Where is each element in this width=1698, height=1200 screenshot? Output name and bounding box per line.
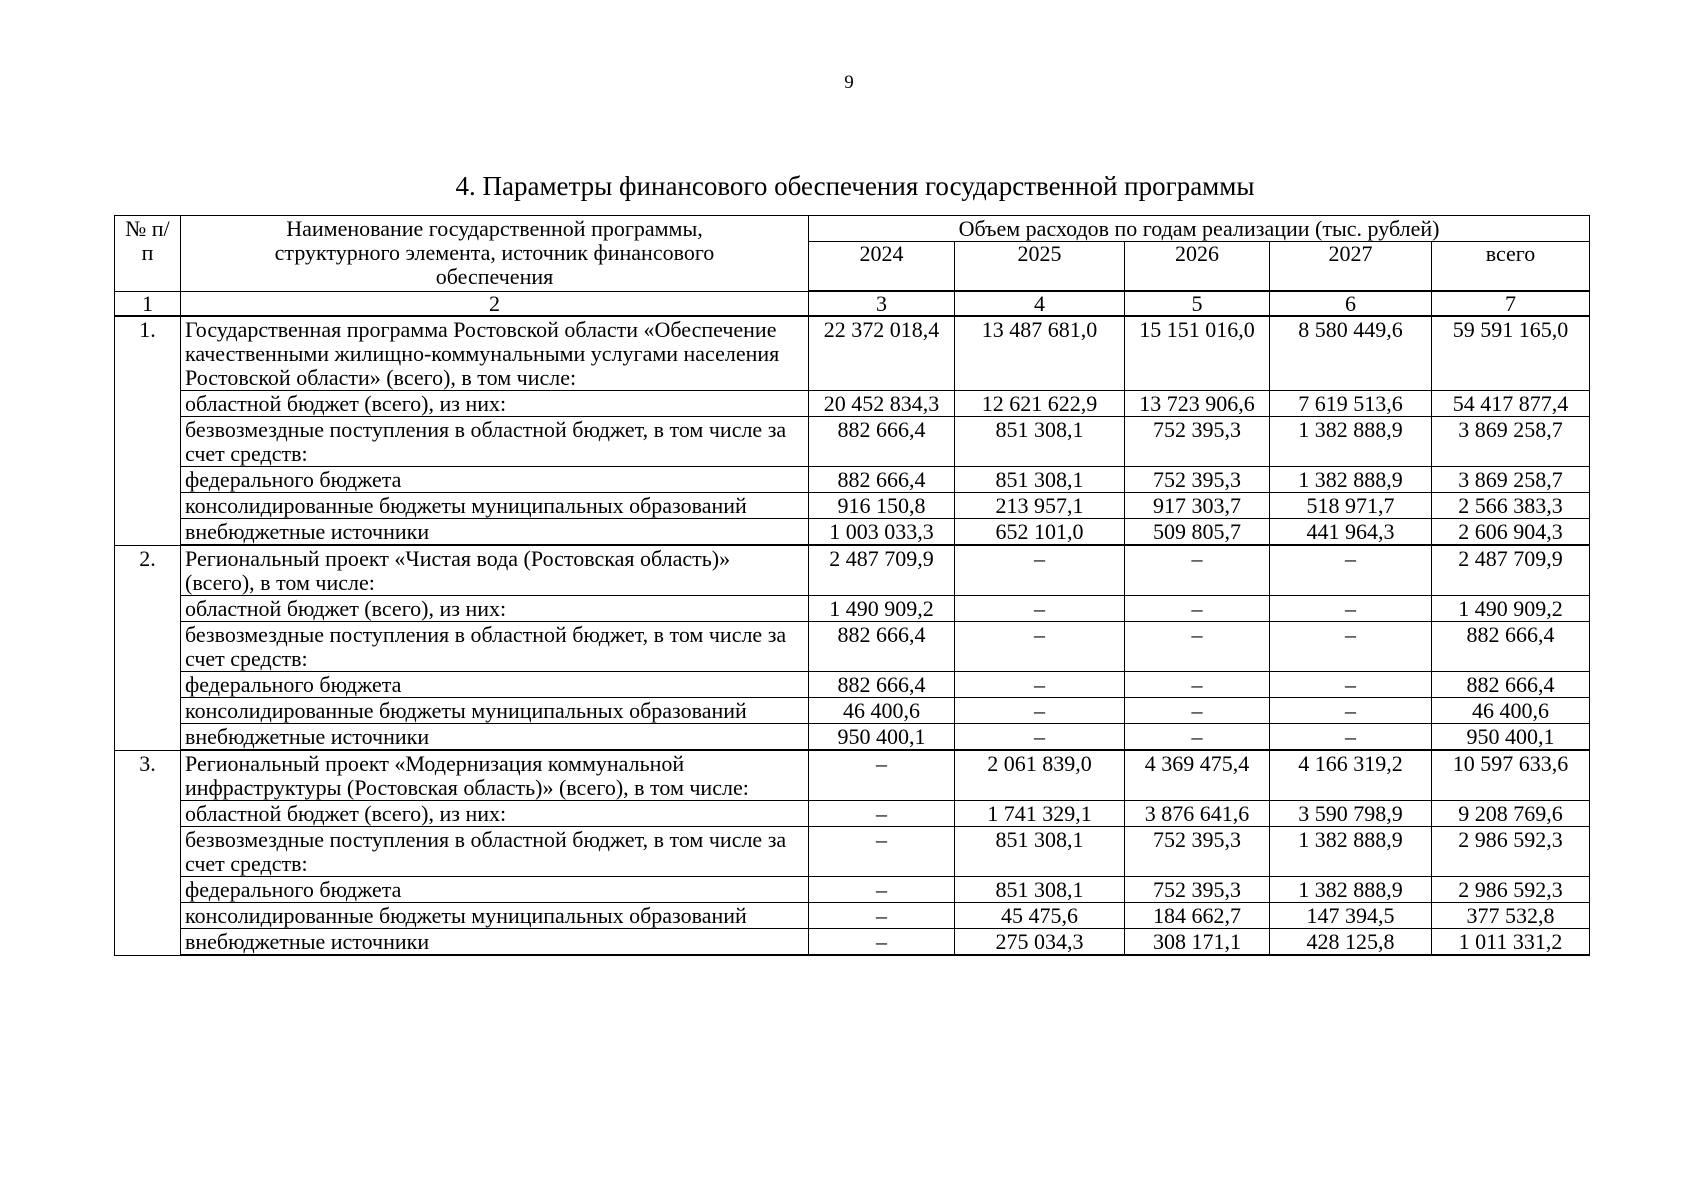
value-year: 851 308,1 [955, 467, 1125, 493]
value-total: 2 986 592,3 [1432, 877, 1590, 903]
table-row [115, 417, 1590, 467]
row-name: Региональный проект «Модернизация коммунальной инфраструктуры (Ростовская область)» (всего), в том числе: [181, 750, 809, 801]
value-total: 1 490 909,2 [1432, 596, 1590, 622]
table-row [115, 545, 1590, 596]
value-total: 1 011 331,2 [1432, 929, 1590, 956]
column-index: 1 [115, 291, 181, 316]
row-number: 1. [115, 316, 181, 545]
value-total: 3 869 258,7 [1432, 417, 1590, 467]
row-name: безвозмездные поступления в областной бюджет, в том числе за счет средств: [181, 622, 809, 672]
row-name: консолидированные бюджеты муниципальных образований [181, 903, 809, 929]
row-name: внебюджетные источники [181, 929, 809, 956]
table-row [115, 801, 1590, 827]
value-total: 54 417 877,4 [1432, 391, 1590, 417]
value-year: 1 382 888,9 [1270, 877, 1432, 903]
column-index: 6 [1270, 291, 1432, 316]
table-row [115, 391, 1590, 417]
row-number: 3. [115, 750, 181, 955]
value-year: – [1270, 724, 1432, 751]
value-year: – [809, 877, 955, 903]
header-year: 2026 [1125, 242, 1270, 292]
header-year: 2024 [809, 242, 955, 292]
row-name: областной бюджет (всего), из них: [181, 391, 809, 417]
value-year: 1 741 329,1 [955, 801, 1125, 827]
value-year: – [955, 622, 1125, 672]
value-year: 950 400,1 [809, 724, 955, 751]
value-year: – [955, 672, 1125, 698]
table-row [115, 672, 1590, 698]
value-year: 147 394,5 [1270, 903, 1432, 929]
value-year: – [809, 929, 955, 956]
header-year: 2025 [955, 242, 1125, 292]
value-year: 882 666,4 [809, 672, 955, 698]
table-row [115, 698, 1590, 724]
value-year: 3 590 798,9 [1270, 801, 1432, 827]
row-name: федерального бюджета [181, 877, 809, 903]
value-total: 950 400,1 [1432, 724, 1590, 751]
value-total: 2 606 904,3 [1432, 519, 1590, 546]
value-total: 3 869 258,7 [1432, 467, 1590, 493]
value-year: 213 957,1 [955, 493, 1125, 519]
table-row [115, 467, 1590, 493]
row-name: федерального бюджета [181, 467, 809, 493]
table-row [115, 519, 1590, 546]
table-row [115, 316, 1590, 391]
value-year: 752 395,3 [1125, 467, 1270, 493]
value-year: – [809, 827, 955, 877]
value-total: 2 986 592,3 [1432, 827, 1590, 877]
table-row [115, 724, 1590, 751]
value-year: – [809, 801, 955, 827]
value-year: – [955, 596, 1125, 622]
value-total: 46 400,6 [1432, 698, 1590, 724]
value-year: – [1125, 698, 1270, 724]
value-year: 752 395,3 [1125, 417, 1270, 467]
column-index: 3 [809, 291, 955, 316]
value-year: – [809, 750, 955, 801]
table-row [115, 596, 1590, 622]
value-year: – [809, 903, 955, 929]
value-year: – [955, 698, 1125, 724]
value-year: – [1125, 596, 1270, 622]
row-name: федерального бюджета [181, 672, 809, 698]
row-name: внебюджетные источники [181, 519, 809, 546]
value-total: 9 208 769,6 [1432, 801, 1590, 827]
value-year: 1 382 888,9 [1270, 467, 1432, 493]
value-total: 2 566 383,3 [1432, 493, 1590, 519]
value-year: – [1125, 622, 1270, 672]
column-index: 5 [1125, 291, 1270, 316]
value-year: 1 003 033,3 [809, 519, 955, 546]
value-year: 917 303,7 [1125, 493, 1270, 519]
value-year: 752 395,3 [1125, 877, 1270, 903]
value-year: 518 971,7 [1270, 493, 1432, 519]
value-year: 882 666,4 [809, 467, 955, 493]
column-index: 4 [955, 291, 1125, 316]
value-year: 45 475,6 [955, 903, 1125, 929]
value-year: – [1125, 545, 1270, 596]
value-year: – [1125, 724, 1270, 751]
value-year: 2 061 839,0 [955, 750, 1125, 801]
value-year: 1 382 888,9 [1270, 827, 1432, 877]
value-year: 4 369 475,4 [1125, 750, 1270, 801]
value-year: 916 150,8 [809, 493, 955, 519]
value-year: – [1270, 545, 1432, 596]
value-year: 22 372 018,4 [809, 316, 955, 391]
table-row [115, 929, 1590, 956]
table-row [115, 493, 1590, 519]
value-year: 46 400,6 [809, 698, 955, 724]
row-name: консолидированные бюджеты муниципальных образований [181, 698, 809, 724]
header-group: Объем расходов по годам реализации (тыс. рублей) [809, 216, 1590, 242]
value-year: 4 166 319,2 [1270, 750, 1432, 801]
value-year: 1 382 888,9 [1270, 417, 1432, 467]
value-year: – [1270, 672, 1432, 698]
row-name: Государственная программа Ростовской области «Обеспечение качественными жилищно-коммунальными услугами населения Ростовской области» (всего), в том числе: [181, 316, 809, 391]
value-year: 13 487 681,0 [955, 316, 1125, 391]
value-total: 2 487 709,9 [1432, 545, 1590, 596]
row-name: внебюджетные источники [181, 724, 809, 751]
value-year: 184 662,7 [1125, 903, 1270, 929]
value-year: 20 452 834,3 [809, 391, 955, 417]
value-year: 1 490 909,2 [809, 596, 955, 622]
value-year: 275 034,3 [955, 929, 1125, 956]
value-year: 851 308,1 [955, 827, 1125, 877]
value-year: 7 619 513,6 [1270, 391, 1432, 417]
value-year: 13 723 906,6 [1125, 391, 1270, 417]
header-num: № п/п [115, 216, 181, 292]
header-total: всего [1432, 242, 1590, 292]
row-name: областной бюджет (всего), из них: [181, 596, 809, 622]
value-year: – [955, 545, 1125, 596]
table-row [115, 622, 1590, 672]
value-year: 428 125,8 [1270, 929, 1432, 956]
value-year: – [1270, 596, 1432, 622]
value-year: – [1270, 698, 1432, 724]
value-total: 882 666,4 [1432, 622, 1590, 672]
value-year: 8 580 449,6 [1270, 316, 1432, 391]
value-year: 308 171,1 [1125, 929, 1270, 956]
row-number: 2. [115, 545, 181, 750]
row-name: консолидированные бюджеты муниципальных образований [181, 493, 809, 519]
value-year: 441 964,3 [1270, 519, 1432, 546]
financing-table [114, 215, 1590, 956]
value-year: 12 621 622,9 [955, 391, 1125, 417]
value-year: 3 876 641,6 [1125, 801, 1270, 827]
value-year: 2 487 709,9 [809, 545, 955, 596]
value-total: 882 666,4 [1432, 672, 1590, 698]
table-row [115, 903, 1590, 929]
table-row [115, 750, 1590, 801]
value-year: 882 666,4 [809, 417, 955, 467]
row-name: безвозмездные поступления в областной бюджет, в том числе за счет средств: [181, 417, 809, 467]
header-year: 2027 [1270, 242, 1432, 292]
row-name: областной бюджет (всего), из них: [181, 801, 809, 827]
page-number: 9 [844, 72, 854, 93]
header-name: Наименование государственной программы, структурного элемента, источник финансового обеспечения [181, 216, 809, 292]
table-row [115, 877, 1590, 903]
value-year: 882 666,4 [809, 622, 955, 672]
value-year: 509 805,7 [1125, 519, 1270, 546]
column-index: 7 [1432, 291, 1590, 316]
value-total: 377 532,8 [1432, 903, 1590, 929]
value-year: 851 308,1 [955, 877, 1125, 903]
value-year: 652 101,0 [955, 519, 1125, 546]
value-total: 10 597 633,6 [1432, 750, 1590, 801]
value-year: – [955, 724, 1125, 751]
value-year: 15 151 016,0 [1125, 316, 1270, 391]
table-row [115, 827, 1590, 877]
column-index: 2 [181, 291, 809, 316]
value-total: 59 591 165,0 [1432, 316, 1590, 391]
row-name: безвозмездные поступления в областной бюджет, в том числе за счет средств: [181, 827, 809, 877]
value-year: 752 395,3 [1125, 827, 1270, 877]
row-name: Региональный проект «Чистая вода (Ростовская область)» (всего), в том числе: [181, 545, 809, 596]
section-title: 4. Параметры финансового обеспечения государственной программы [455, 171, 1255, 201]
value-year: 851 308,1 [955, 417, 1125, 467]
value-year: – [1270, 622, 1432, 672]
value-year: – [1125, 672, 1270, 698]
